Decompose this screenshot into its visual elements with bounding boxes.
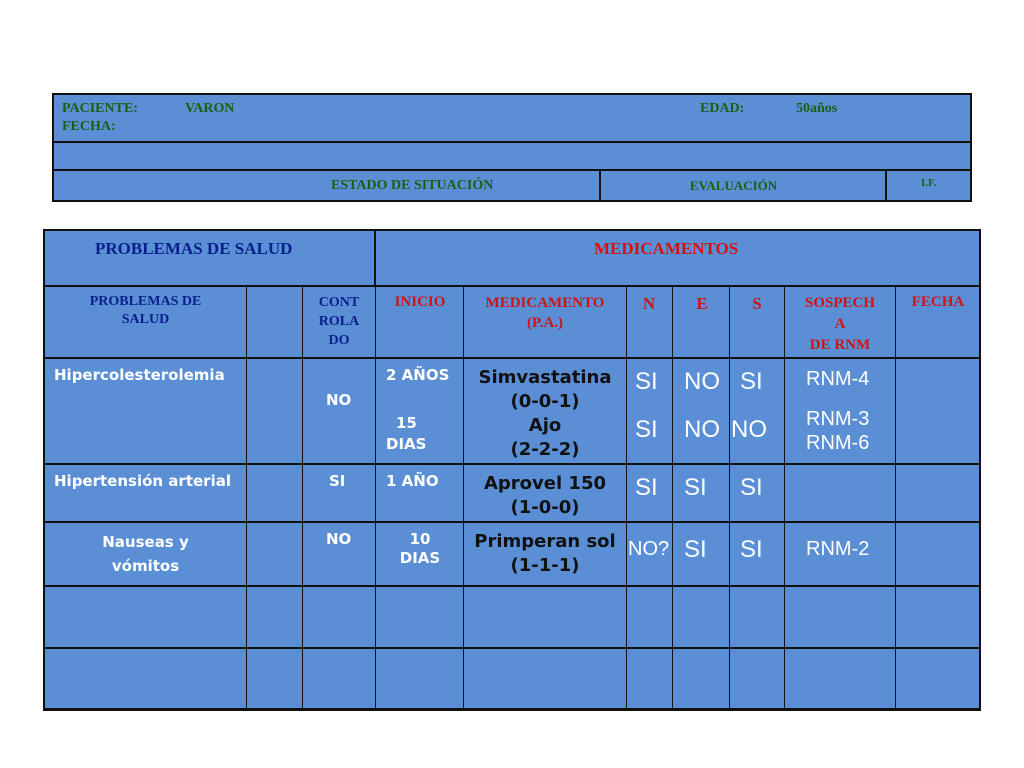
row-empty-1-cell-6	[673, 587, 729, 647]
row-nauseas-cell-9	[896, 523, 979, 585]
col-header-inicio: INICIO	[394, 294, 446, 310]
row-empty-2-cell-1	[247, 649, 302, 708]
row3-inicio: 10 DIAS	[399, 530, 441, 567]
header-estado-cell	[54, 171, 599, 200]
col-header-n: N	[642, 294, 656, 313]
row2-problema: Hipertensión arterial	[54, 472, 231, 490]
row3-e: SI	[684, 536, 707, 563]
row-nauseas-cell-1	[247, 523, 302, 585]
row1-inicio-1: 2 AÑOS	[386, 366, 450, 384]
section-medicamentos-title: MEDICAMENTOS	[594, 239, 739, 258]
estado-label: ESTADO DE SITUACIÓN	[331, 178, 494, 193]
row-empty-2-cell-4	[464, 649, 626, 708]
row-empty-1-cell-0	[45, 587, 246, 647]
row1-s-1: SI	[740, 368, 763, 395]
row3-medicamentos: Primperan sol (1-1-1)	[474, 531, 616, 576]
row-empty-1-cell-9	[896, 587, 979, 647]
row1-s-2: NO	[731, 416, 767, 443]
row-empty-1-cell-2	[303, 587, 375, 647]
if-label: I.F.	[921, 177, 937, 189]
row-hipertension-cell-8	[785, 465, 895, 521]
header-row-empty	[54, 143, 970, 169]
row-empty-2-cell-9	[896, 649, 979, 708]
row-empty-2-cell-8	[785, 649, 895, 708]
row-empty-2-cell-3	[376, 649, 463, 708]
row-empty-1-cell-1	[247, 587, 302, 647]
col-header-fecha: FECHA	[911, 294, 965, 310]
row2-s: SI	[740, 474, 763, 501]
row2-inicio: 1 AÑO	[386, 472, 439, 490]
col-header-medicamento: MEDICAMENTO (P.A.)	[485, 295, 605, 331]
row-empty-2-cell-7	[730, 649, 784, 708]
row1-controlado: NO	[326, 391, 352, 409]
edad-label: EDAD:	[700, 101, 745, 116]
row2-controlado: SI	[329, 472, 346, 490]
row3-problema: Nauseas y vómitos	[102, 533, 189, 575]
row1-rnm-1: RNM-4	[806, 368, 870, 390]
row2-e: SI	[684, 474, 707, 501]
row-empty-2-cell-6	[673, 649, 729, 708]
row1-problema: Hipercolesterolemia	[54, 366, 225, 384]
col-header-problemas: PROBLEMAS DE SALUD	[89, 294, 202, 327]
row1-inicio-2b: DIAS	[386, 435, 427, 453]
row-empty-1-cell-7	[730, 587, 784, 647]
row-header-cell-1	[247, 287, 302, 357]
row1-inicio-2a: 15	[396, 414, 417, 432]
row1-n-1: SI	[635, 368, 658, 395]
row1-rnm-2: RNM-3	[806, 408, 870, 430]
row-hipercolesterolemia-cell-2	[303, 359, 375, 463]
col-header-controlado: CONT ROLA DO	[318, 295, 360, 348]
row1-rnm-3: RNM-6	[806, 432, 870, 454]
row-hipercolesterolemia-cell-9	[896, 359, 979, 463]
row3-s: SI	[740, 536, 763, 563]
row2-n: SI	[635, 474, 658, 501]
row2-medicamentos: Aprovel 150 (1-0-0)	[483, 473, 606, 518]
col-header-s: S	[752, 294, 762, 313]
row-empty-2-cell-5	[627, 649, 672, 708]
row3-rnm: RNM-2	[806, 538, 870, 560]
row-empty-1-cell-8	[785, 587, 895, 647]
row-empty-1-cell-4	[464, 587, 626, 647]
paciente-label: PACIENTE:	[62, 101, 138, 116]
section-problemas-title: PROBLEMAS DE SALUD	[95, 239, 293, 258]
edad-value: 50años	[796, 101, 838, 116]
col-header-sospecha: SOSPECH A DE RNM	[804, 295, 876, 353]
row1-n-2: SI	[635, 416, 658, 443]
row-empty-2-cell-2	[303, 649, 375, 708]
row3-n: NO?	[628, 538, 670, 560]
row-empty-1-cell-3	[376, 587, 463, 647]
row-empty-1-cell-5	[627, 587, 672, 647]
paciente-value: VARON	[185, 101, 235, 116]
row-hipercolesterolemia-cell-1	[247, 359, 302, 463]
row1-medicamentos: Simvastatina (0-0-1) Ajo (2-2-2)	[478, 367, 612, 460]
row-hipertension-cell-1	[247, 465, 302, 521]
row-empty-2-cell-0	[45, 649, 246, 708]
row-hipertension-cell-9	[896, 465, 979, 521]
row3-controlado: NO	[326, 530, 352, 548]
fecha-label: FECHA:	[62, 119, 116, 134]
col-header-e: E	[696, 294, 708, 313]
row1-e-1: NO	[684, 368, 720, 395]
evaluacion-label: EVALUACIÓN	[690, 178, 778, 193]
row1-e-2: NO	[684, 416, 720, 443]
